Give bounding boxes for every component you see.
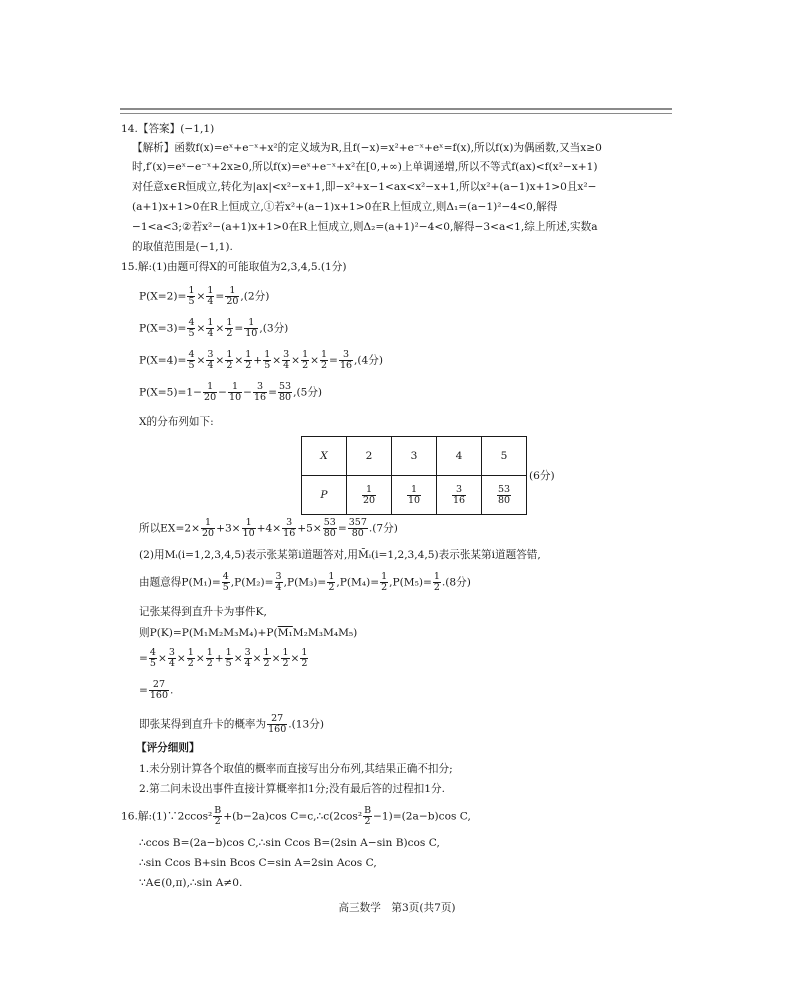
part2-intro: (2)用Mᵢ(i=1,2,3,4,5)表示张某第i道题答对,用M̄ᵢ(i=1,2,3,4,5)表示张某第i道题答错, [139,549,541,561]
rubric-title: 【评分细则】 [136,742,200,754]
q14-line-1: 【解析】函数f(x)=eˣ+e⁻ˣ+x²的定义域为R,且f(−x)=x²+e⁻ˣ+eˣ=f(x),所以f(x)为偶函数,又当x≥0 [132,142,602,154]
table-cell: $\frac{53}{80}$ [482,476,527,515]
rubric-item-1: 1.未分别计算各个取值的概率而直接写出分布列,其结果正确不扣分; [139,763,453,775]
table-row [302,476,527,515]
q14-answer: 14.【答案】(−1,1) [121,123,215,135]
table-cell: 3 [392,437,437,476]
prob-k-result: = $\frac{27}{160}$ . [139,679,174,701]
table-cell: $\frac{1}{20}$ [347,476,392,515]
p-x4: P(X=4)= $\frac{4}{5}$ × $\frac{3}{4}$ × $\frac{1}{2}$ × $\frac{1}{2}$ + $\frac{1}{5}$ × $\frac{3}{4}$ × $\frac{1}{2}$ × $\frac{1}{2}$ = $\frac{3}{16}$ ,(4分) [139,349,383,371]
expectation: 所以EX=2× $\frac{1}{20}$ +3× $\frac{1}{10}$ +4× $\frac{3}{16}$ +5× $\frac{53}{80}$ = $\frac{357}{80}$ .(7分) [139,517,398,539]
dist-intro: X的分布列如下: [139,416,214,428]
prob-m: 由题意得P(M₁)= $\frac{4}{5}$ ,P(M₂)= $\frac{3}{4}$ ,P(M₃)= $\frac{1}{2}$ ,P(M₄)= $\frac{1}{2}$ ,P(M₅)= $\frac{1}{2}$ .(8分) [139,571,471,593]
q14-line-2: 时,f′(x)=eˣ−e⁻ˣ+2x≥0,所以f(x)=eˣ+e⁻ˣ+x²在[0,+∞)上单调递增,所以不等式f(ax)<f(x²−x+1) [132,161,598,173]
table-cell: X [302,437,347,476]
q16-line-2: ∴ccos B=(2a−b)cos C,∴sin Ccos B=(2sin A−sin B)cos C, [139,837,440,849]
rubric-item-2: 2.第二问未设出事件直接计算概率扣1分;没有最后答的过程扣1分. [139,783,445,795]
table-cell: $\frac{3}{16}$ [437,476,482,515]
q14-line-3: 对任意x∈R恒成立,转化为|ax|<x²−x+1,即−x²+x−1<ax<x²−x+1,所以x²+(a−1)x+1>0且x²− [132,181,597,193]
table-cell: $\frac{1}{10}$ [392,476,437,515]
prob-k-calc: = $\frac{4}{5}$ × $\frac{3}{4}$ × $\frac{1}{2}$ × $\frac{1}{2}$ + $\frac{1}{5}$ × $\frac{3}{4}$ × $\frac{1}{2}$ × $\frac{1}{2}$ × $\frac{1}{2}$ [139,647,308,669]
conclusion: 即张某得到直升卡的概率为 $\frac{27}{160}$ .(13分) [139,713,324,735]
table-cell: 2 [347,437,392,476]
table-cell: P [302,476,347,515]
q15-head: 15.解:(1)由题可得X的可能取值为2,3,4,5.(1分) [121,261,347,273]
header-rule-thin [120,113,672,114]
distribution-table [301,436,527,515]
q14-line-4: (a+1)x+1>0在R上恒成立,①若x²+(a−1)x+1>0在R上恒成立,则Δ₁=(a−1)²−4<0,解得 [132,201,558,213]
header-rule-thick [120,108,672,110]
event-def: 记张某得到直升卡为事件K, [139,606,267,618]
page-footer: 高三数学 第3页(共7页) [338,902,456,914]
table-cell: 4 [437,437,482,476]
p-x5: P(X=5)=1− $\frac{1}{20}$ − $\frac{1}{10}$ − $\frac{3}{16}$ = $\frac{53}{80}$ ,(5分) [139,381,323,403]
table-score: (6分) [529,470,555,482]
q16-line-4: ∵A∈(0,π),∴sin A≠0. [139,877,243,889]
p-x3: P(X=3)= $\frac{4}{5}$ × $\frac{1}{4}$ × $\frac{1}{2}$ = $\frac{1}{10}$ ,(3分) [139,317,289,339]
q16-line-3: ∴sin Ccos B+sin Bcos C=sin A=2sin Acos C, [139,857,377,869]
p-x2: P(X=2)= $\frac{1}{5}$ × $\frac{1}{4}$ = $\frac{1}{20}$ ,(2分) [139,285,270,307]
q14-line-5: −1<a<3;②若x²−(a+1)x+1>0在R上恒成立,则Δ₂=(a+1)²−4<0,解得−3<a<1,综上所述,实数a [132,221,598,233]
prob-k: 则P(K)=P(M₁M₂M₃M₄)+P(M₁M₂M₃M₄M₅) [139,627,358,639]
table-cell: 5 [482,437,527,476]
q16-line-1: 16.解:(1)∵2ccos² $\frac{B}{2}$ +(b−2a)cos C=c,∴c(2cos² $\frac{B}{2}$ −1)=(2a−b)cos C, [121,805,471,827]
q14-line-6: 的取值范围是(−1,1). [132,241,233,253]
table-header-row [302,437,527,476]
